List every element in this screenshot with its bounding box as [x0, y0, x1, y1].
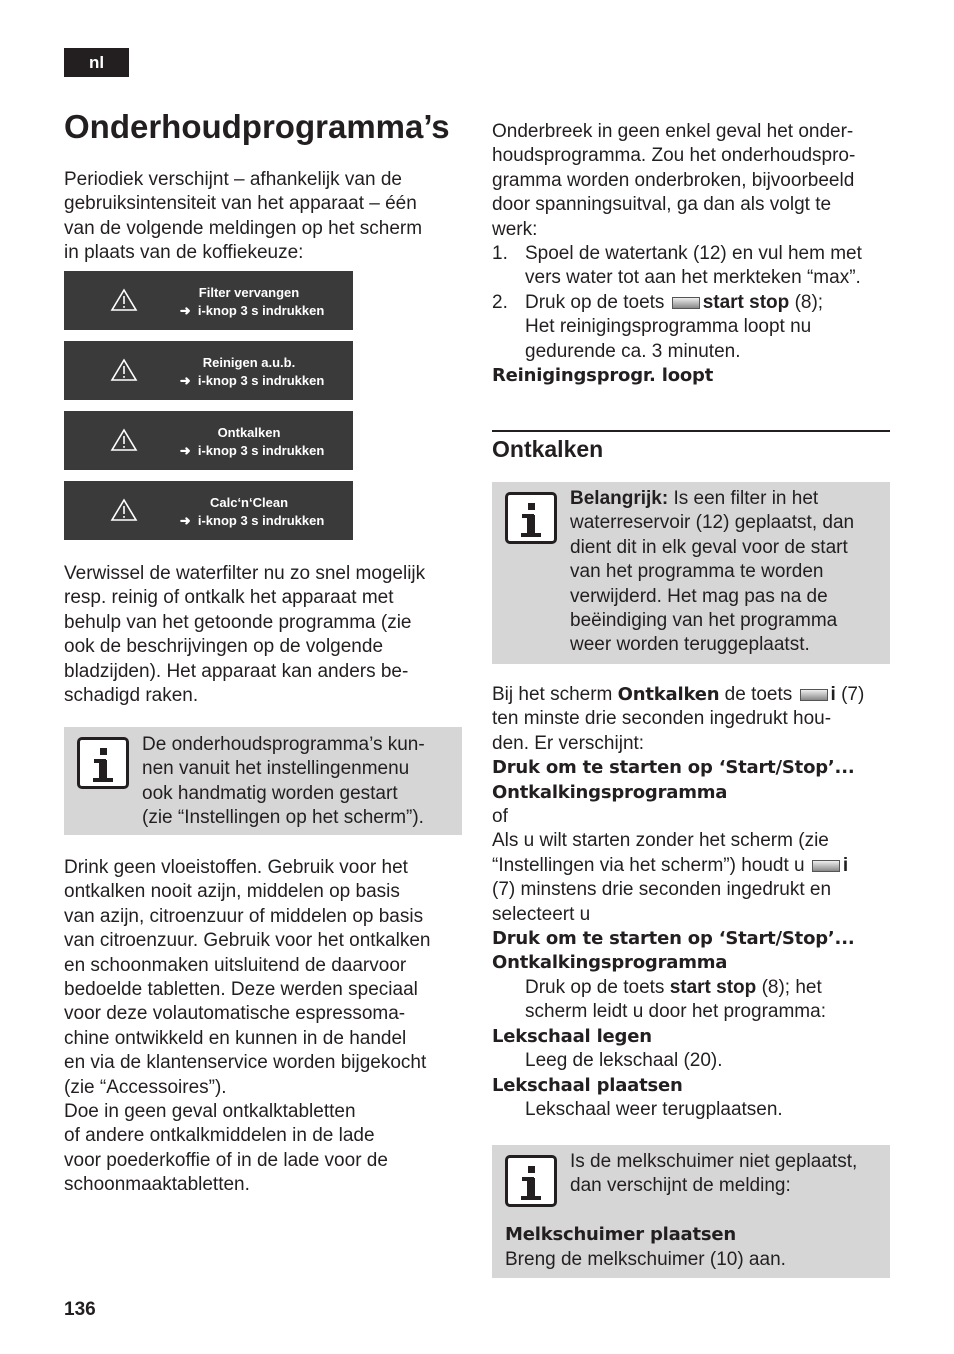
- text-line: gramma worden onderbroken, bijvoorbeeld: [492, 169, 855, 191]
- i-button-label: i: [830, 684, 836, 705]
- text-line: van de volgende meldingen op het scherm: [64, 217, 423, 239]
- display-line-2: [152, 372, 352, 389]
- filter-replace-paragraph: [64, 562, 464, 708]
- text-line: van citroenzuur. Gebruik voor het ontkalken: [64, 930, 431, 952]
- display-message-clean: [64, 341, 353, 400]
- step-1-text: [525, 242, 895, 291]
- text-run: Druk op de toets: [525, 292, 665, 313]
- text-line: bladzijden). Het apparaat kan anders be-: [64, 660, 409, 682]
- text-line: behulp van het getoonde programma (zie: [64, 611, 412, 633]
- important-note-text: [570, 487, 888, 658]
- info-icon: [505, 1155, 557, 1207]
- display-line-1: Reinigen a.u.b.: [202, 355, 296, 370]
- i-button-label: i: [842, 854, 849, 876]
- text-line: voor poederkoffie of in de lade voor de: [64, 1149, 388, 1171]
- text-line: en schoonmaken uitsluitend de daarvoor: [64, 954, 407, 976]
- display-line-2: [152, 302, 352, 319]
- display-text-start-prompt: Druk om te starten op ‘Start/Stop’...: [492, 757, 855, 779]
- text-line: werk:: [492, 218, 538, 240]
- text-line: chine ontwikkeld en kunnen in de handel: [64, 1027, 407, 1049]
- display-text-empty-drip-tray: Lekschaal legen: [492, 1025, 652, 1047]
- text-line: scherm leidt u door het programma:: [525, 1001, 826, 1023]
- interrupt-paragraph: [492, 120, 892, 242]
- text-line: Leeg de lekschaal (20).: [525, 1050, 723, 1072]
- display-text-descale-program: Ontkalkingsprogramma: [492, 781, 728, 803]
- text-line: Is de melkschuimer niet geplaatst,: [570, 1151, 858, 1172]
- text-line: (zie “Accessoires”).: [64, 1076, 227, 1098]
- display-text-insert-drip-tray: Lekschaal plaatsen: [492, 1074, 683, 1096]
- text-line: Verwissel de waterfilter nu zo snel mogelijk: [64, 563, 426, 584]
- text-run: Bij het scherm: [492, 684, 613, 705]
- text-line: dient dit in elk geval voor de start: [570, 536, 848, 558]
- display-text-insert-milk-frother: Melkschuimer plaatsen: [505, 1224, 737, 1245]
- text-run: (8); het: [761, 976, 822, 998]
- text-line: gedurende ca. 3 minuten.: [525, 340, 741, 362]
- info-icon: [505, 492, 557, 544]
- display-line-1: Calc‘n‘Clean: [209, 495, 289, 510]
- text-line: bedoelde tabletten. Deze werden speciaal: [64, 979, 418, 1001]
- milk-frother-note-box: [492, 1145, 890, 1278]
- start-stop-label: start stop: [669, 976, 757, 998]
- text-run: “Instellingen via het scherm”) houdt u: [492, 854, 805, 876]
- info-icon: [77, 737, 129, 789]
- display-line-1: Filter vervangen: [198, 285, 300, 300]
- text-line: beëindiging van het programma: [570, 610, 838, 632]
- text-run: Druk op de toets: [525, 976, 665, 998]
- arrow-icon: ➜: [179, 303, 191, 318]
- text-line: vers water tot aan het merkteken “max”.: [525, 267, 861, 289]
- warning-icon: [110, 288, 138, 312]
- display-message-calc-n-clean: [64, 481, 353, 540]
- step-2-text: [525, 291, 895, 364]
- text-line: houdsprogramma. Zou het onderhoudspro-: [492, 145, 856, 167]
- text-line: verwijderd. Het mag pas na de: [570, 585, 828, 607]
- display-line-2: [152, 512, 352, 529]
- display-message-descale: [64, 411, 353, 470]
- text-line: (7) minstens drie seconden ingedrukt en: [492, 879, 832, 901]
- display-text-cleaning-running: Reinigingsprogr. loopt: [492, 365, 714, 386]
- display-message-filter: [64, 271, 353, 330]
- text-line: dan verschijnt de melding:: [570, 1175, 791, 1197]
- step-2-number: 2.: [492, 292, 508, 313]
- text-run: (7): [841, 684, 865, 705]
- text-line: ook de beschrijvingen op de volgende: [64, 636, 384, 658]
- display-text-start-prompt: Druk om te starten op ‘Start/Stop’...: [492, 928, 855, 950]
- text-line: door spanningsuitval, ga dan als volgt te: [492, 194, 832, 216]
- text-line: ten minste drie seconden ingedrukt hou-: [492, 708, 832, 730]
- text-line: of: [492, 806, 508, 828]
- section-divider: [492, 430, 890, 432]
- text-line: van het programma te worden: [570, 561, 824, 583]
- text-line: [492, 976, 892, 1000]
- display-text-descale: Ontkalken: [617, 684, 720, 705]
- text-line: Doe in geen geval ontkalktabletten: [64, 1101, 356, 1123]
- display-line-2: [152, 442, 352, 459]
- page-title: Onderhoudprogramma’s: [64, 108, 450, 145]
- text-line: Drink geen vloeistoffen. Gebruik voor het: [64, 857, 408, 878]
- text-line: De onderhoudsprogramma’s kun-: [142, 734, 425, 755]
- text-line: waterreservoir (12) geplaatst, dan: [570, 512, 855, 534]
- display-line-1: Ontkalken: [217, 425, 281, 440]
- text-line: Periodiek verschijnt – afhankelijk van de: [64, 169, 402, 190]
- text-line: (zie “Instellingen op het scherm”).: [142, 807, 424, 829]
- step-1-number: 1.: [492, 243, 508, 264]
- text-run: de toets: [724, 684, 793, 705]
- text-line: Als u wilt starten zonder het scherm (zie: [492, 830, 829, 852]
- text-line: Spoel de watertank (12) en vul hem met: [525, 243, 862, 264]
- info-note-box: [64, 727, 462, 835]
- text-line: weer worden teruggeplaatst.: [570, 634, 810, 656]
- text-line: schoonmaaktabletten.: [64, 1174, 250, 1196]
- text-line: en via de klantenservice worden bijgekocht: [64, 1052, 427, 1074]
- text-line: [525, 291, 895, 315]
- milk-frother-note-text: [570, 1150, 888, 1199]
- display-line-2-text: i-knop 3 s indrukken: [197, 443, 325, 458]
- text-line: in plaats van de koffiekeuze:: [64, 242, 304, 264]
- text-run: (8);: [794, 292, 824, 313]
- warning-icon: [110, 358, 138, 382]
- start-stop-label: start stop: [702, 292, 790, 313]
- descale-instructions: [492, 683, 892, 1122]
- text-line: [492, 683, 892, 707]
- text-line: ontkalken nooit azijn, middelen op basis: [64, 881, 400, 903]
- text-line: [570, 487, 888, 511]
- text-line: Het reinigingsprogramma loopt nu: [525, 316, 812, 338]
- text-run: Is een filter in het: [673, 488, 819, 509]
- text-line: voor deze volautomatische espressoma-: [64, 1003, 406, 1025]
- text-line: den. Er verschijnt:: [492, 732, 645, 754]
- display-line-2-text: i-knop 3 s indrukken: [197, 513, 325, 528]
- intro-paragraph: [64, 168, 464, 266]
- button-icon: [672, 297, 700, 309]
- arrow-icon: ➜: [179, 513, 191, 528]
- warning-icon: [110, 428, 138, 452]
- text-line: resp. reinig of ontkalk het apparaat met: [64, 587, 394, 609]
- text-line: schadigd raken.: [64, 685, 199, 707]
- text-line: van azijn, citroenzuur of middelen op basis: [64, 905, 424, 927]
- text-line: Onderbreek in geen enkel geval het onder-: [492, 121, 854, 142]
- text-line: gebruiksintensiteit van het apparaat – één: [64, 193, 417, 215]
- display-line-2-text: i-knop 3 s indrukken: [197, 373, 325, 388]
- page-number: 136: [64, 1299, 96, 1320]
- important-label: Belangrijk:: [570, 488, 669, 509]
- text-line: Breng de melkschuimer (10) aan.: [505, 1249, 786, 1270]
- important-note-box: [492, 482, 890, 664]
- arrow-icon: ➜: [179, 443, 191, 458]
- text-line: ook handmatig worden gestart: [142, 782, 398, 804]
- language-tag: nl: [64, 48, 129, 77]
- text-line: selecteert u: [492, 903, 591, 925]
- button-icon: [800, 689, 828, 701]
- arrow-icon: ➜: [179, 373, 191, 388]
- text-line: nen vanuit het instellingenmenu: [142, 758, 410, 780]
- text-line: [492, 854, 892, 878]
- section-title: Ontkalken: [492, 436, 604, 462]
- display-line-2-text: i-knop 3 s indrukken: [197, 303, 325, 318]
- display-text-descale-program: Ontkalkingsprogramma: [492, 952, 728, 974]
- warning-icon: [110, 498, 138, 522]
- text-line: Lekschaal weer terugplaatsen.: [525, 1098, 783, 1120]
- button-icon: [812, 860, 840, 872]
- info-note-text: [142, 733, 460, 831]
- descaling-warning-paragraph: [64, 856, 464, 1198]
- text-line: of andere ontkalkmiddelen in de lade: [64, 1125, 375, 1147]
